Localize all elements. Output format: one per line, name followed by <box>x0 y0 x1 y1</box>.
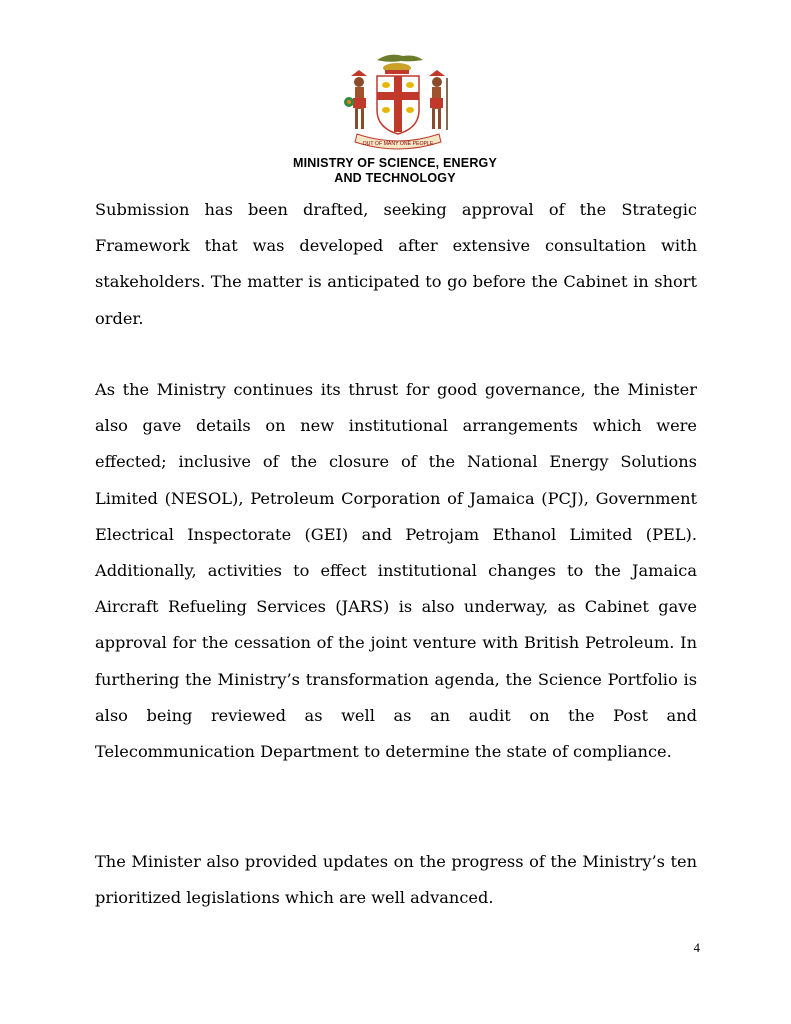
page-number: 4 <box>693 940 700 955</box>
ministry-name-line1: MINISTRY OF SCIENCE, ENERGY <box>292 156 498 170</box>
coat-of-arms-icon <box>337 48 459 156</box>
svg-text:OUT OF MANY ONE PEOPLE: OUT OF MANY ONE PEOPLE <box>362 141 434 147</box>
paragraph-3: The Minister also provided updates on the progress of the Ministry’s ten prioritized legislations which are well advanced. <box>95 852 697 908</box>
ministry-name-line2: AND TECHNOLOGY <box>334 171 456 185</box>
paragraph-1: Submission has been drafted, seeking approval of the Strategic Framework that was developed after extensive consultation with stakeholders. The matter is anticipated to go before the Cabinet in short order. <box>95 200 697 328</box>
paragraph-2: As the Ministry continues its thrust for good governance, the Minister also gave details on new institutional arrangements which were effected; inclusive of the closure of the National Energy Solutions Limited (NESOL), Petroleum Corporation of Jamaica (PCJ), Government Electrical Inspectorate (GEI) and Petrojam Ethanol Limited (PEL). Additionally, activities to effect institutional changes to the Jamaica Aircraft Refueling Services (JARS) is also underway, as Cabinet gave approval for the cessation of the joint venture with British Petroleum. In furthering the Ministry’s transformation agenda, the Science Portfolio is also being reviewed as well as an audit on the Post and Telecommunication Department to determine the state of compliance. <box>95 380 697 762</box>
ministry-heading <box>250 156 540 186</box>
